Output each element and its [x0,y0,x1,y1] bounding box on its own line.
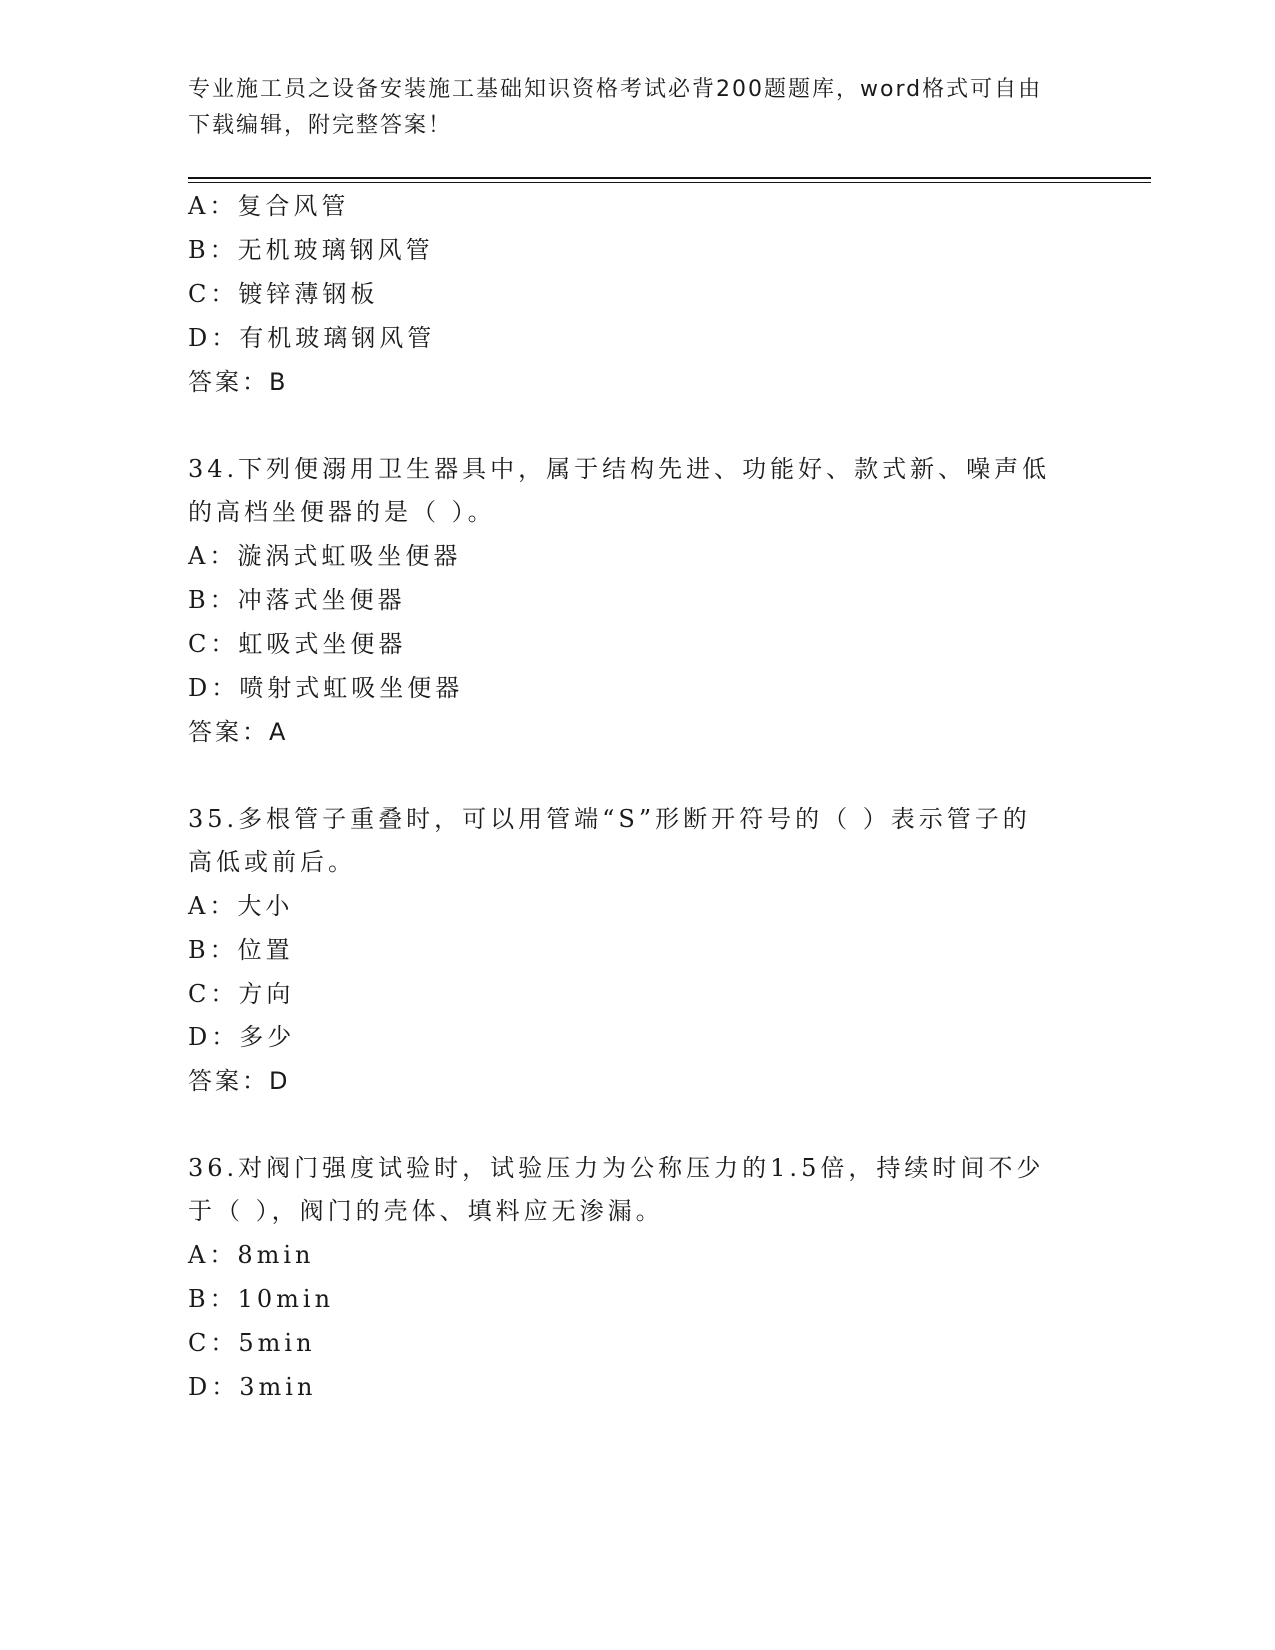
header-divider-thin [188,182,1151,183]
q35-option-a: A：大小 [188,892,294,920]
q35-option-c: C：方向 [188,980,295,1008]
q35-option-d: D：多少 [188,1023,296,1051]
q36-question-line-1: 36.对阀门强度试验时，试验压力为公称压力的1.5倍，持续时间不少 [188,1154,1045,1182]
q33-option-c: C：镀锌薄钢板 [188,280,379,308]
q34-question-line-2: 的高档坐便器的是（ ）。 [188,498,496,526]
q36-option-a: A：8min [188,1241,315,1269]
q33-option-a: A：复合风管 [188,192,350,220]
q34-answer: 答案：A [188,718,289,746]
q35-question-line-1: 35.多根管子重叠时，可以用管端“S”形断开符号的（ ）表示管子的 [188,805,1031,833]
q36-question-line-2: 于（ ），阀门的壳体、填料应无渗漏。 [188,1197,664,1225]
q35-question-line-2: 高低或前后。 [188,848,356,876]
q34-question-line-1: 34.下列便溺用卫生器具中，属于结构先进、功能好、款式新、噪声低 [188,455,1051,483]
q34-option-d: D：喷射式虹吸坐便器 [188,674,464,702]
q33-option-b: B：无机玻璃钢风管 [188,236,434,264]
header-divider-thick [188,177,1151,179]
q34-option-a: A：漩涡式虹吸坐便器 [188,542,462,570]
q36-option-c: C：5min [188,1329,316,1357]
q36-option-d: D：3min [188,1373,317,1401]
q34-option-b: B：冲落式坐便器 [188,586,406,614]
q34-option-c: C：虹吸式坐便器 [188,630,407,658]
q33-option-d: D：有机玻璃钢风管 [188,324,436,352]
document-header [188,72,1078,144]
header-line-1: 专业施工员之设备安装施工基础知识资格考试必背200题题库，word格式可自由 [188,77,1043,102]
header-line-2: 下载编辑，附完整答案！ [188,113,453,138]
q35-answer: 答案：D [188,1067,291,1095]
q33-answer: 答案：B [188,368,289,396]
q35-option-b: B：位置 [188,936,294,964]
q36-option-b: B：10min [188,1285,335,1313]
